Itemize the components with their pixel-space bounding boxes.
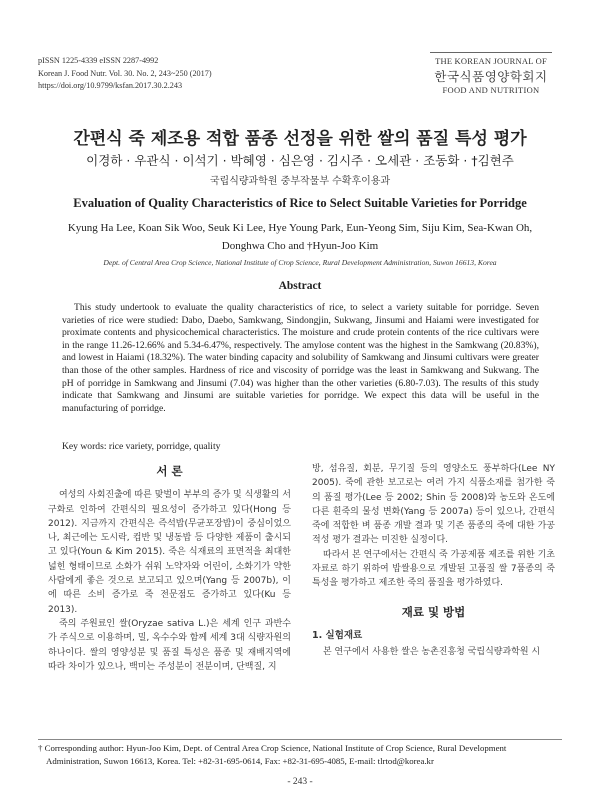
citation-line: Korean J. Food Nutr. Vol. 30. No. 2, 243~250 (2017): [38, 68, 212, 78]
english-authors: Kyung Ha Lee, Koan Sik Woo, Seuk Ki Lee, Hye Young Park, Eun-Yeong Sim, Siju Kim, Sea-Kwan Oh, Donghwa Cho and †Hyun-Joo Kim: [67, 222, 533, 252]
intro-paragraph-3: 방, 섬유질, 회분, 무기질 등의 영양소도 풍부하다(Lee NY 2005). 죽에 관한 보고로는 여러 가지 식품소재를 첨가한 죽의 품질 평가(Lee 등 2002; Shin 등 2008)와 농도와 온도에 다른 흰죽의 물성 변화(Yang 등 2007a) 등이 있으나, 간편식 죽에 적합한 벼 품종 개발 결과 및 기존 품종의 죽에 대한 가공적성 평가 결과는 미진한 실정이다.: [312, 464, 555, 546]
intro-paragraph-2: 죽의 주원료인 쌀(Oryzae sativa L.)은 세계 인구 과반수가 주식으로 이용하며, 밀, 옥수수와 함께 세계 3대 식량자원의 하나이다. 쌀의 영양성분 및 품질 특성은 품종 및 재배지역에 따라 차이가 있으나, 백미는 주성분이 전분이며, 단백질, 지: [48, 618, 291, 672]
journal-name-bottom: FOOD AND NUTRITION: [442, 85, 540, 95]
abstract-heading: Abstract: [278, 280, 322, 292]
corresponding-author-footnote: [38, 742, 562, 768]
materials-paragraph: 본 연구에서 사용한 쌀은 농촌진흥청 국립식량과학원 시: [323, 647, 541, 658]
intro-paragraph-4: 따라서 본 연구에서는 간편식 죽 가공제품 제조를 위한 기초자료로 하기 위하여 밥쌀용으로 개발된 고품질 쌀 7품종의 죽 특성을 평가하고 제조한 죽의 품질을 평가하였다.: [312, 549, 555, 589]
issn-line: pISSN 1225-4339 eISSN 2287-4992: [38, 56, 159, 65]
footnote-divider: [38, 739, 562, 740]
page-number: - 243 -: [287, 777, 313, 787]
journal-logo: [430, 52, 552, 95]
footnote-line-1: † Corresponding author: Hyun-Joo Kim, Dept. of Central Area Crop Science, National Institute of Crop Science, Rural Development: [38, 743, 507, 753]
korean-title: 간편식 죽 제조용 적합 품종 선정을 위한 쌀의 품질 특성 평가: [73, 129, 527, 149]
abstract-text: This study undertook to evaluate the quality characteristics of rice, to select a variety suitable for porridge. Seven varieties of rice were studied: Dabo, Daebo, Samkwang, Sindongjin, Sukwang, Jinsumi and Haiami were investigated for proximate contents and physicochemical characteristics. The moisture and crude protein contents of the rice cultivars were in the range 11.26-12.66% and 5.34-6.47%, respectively. The amylose content was the highest in the Samkwang (20.83%), and lowest in Haiami (18.32%). The water binding capacity and solubility of Samkwang and Jinsumi cultivars were greater than those of the other samples. Hardness of rice and viscosity of porridge was the least in Samkwang and Sukwang. The pH of porridge in Samkwang and Jinsumi (7.04) was higher than the other varieties (6.80-7.03). The results of this study indicate that Samkwang and Jinsumi are suitable varieties for porridge. We expect this data will be useful in the manufacturing of porridge.: [62, 302, 539, 414]
keywords: Key words: rice variety, porridge, quality: [62, 441, 221, 452]
footnote-line-2: Administration, Suwon 16613, Korea. Tel: +82-31-695-0614, Fax: +82-31-695-4085, E-mail: tlrtod@korea.kr: [46, 756, 434, 766]
doi-link[interactable]: https://doi.org/10.9799/ksfan.2017.30.2.243: [38, 81, 183, 90]
right-column: [312, 462, 555, 660]
journal-name-korean: 한국식품영양학회지: [434, 69, 548, 84]
english-affiliation: Dept. of Central Area Crop Science, National Institute of Crop Science, Rural Development Administration, Suwon 16613, Korea: [103, 258, 497, 267]
korean-authors: 이경하 · 우관식 · 이석기 · 박혜영 · 심은영 · 김시주 · 오세관 · 조동화 · †김현주: [86, 153, 514, 168]
journal-citation-block: [38, 55, 212, 93]
english-title: Evaluation of Quality Characteristics of Rice to Select Suitable Varieties for Porridge: [73, 196, 527, 210]
methods-heading: 재료 및 방법: [401, 604, 466, 619]
intro-paragraph-1: 여성의 사회진출에 따른 맞벌이 부부의 증가 및 식생활의 서구화로 인하여 간편식의 필요성이 증가하고 있다(Hong 등 2012). 지금까지 간편식은 즉석밥(무균포장밥)이 중심이었으나, 최근에는 도시락, 컵반 및 냉동밥 등 다양한 제품이 출시되고 있다(Youn & Kim 2015). 죽은 식재료의 표면적을 최대한 넓힌 형태이므로 소화가 쉬워 노약자와 어린이, 소화기가 약한 사람에게 좋은 것으로 보고되고 있으며(Yang 등 2007b), 이에 따른 소비 증가로 죽 전문점도 증가하고 있다(Ku 등 2013).: [48, 490, 291, 615]
korean-affiliation: 국립식량과학원 중부작물부 수확후이용과: [209, 176, 391, 187]
journal-name-top: THE KOREAN JOURNAL OF: [430, 52, 552, 66]
left-column: [48, 462, 291, 674]
intro-heading: 서 론: [156, 464, 183, 478]
materials-subheading: 1. 실험재료: [312, 629, 363, 641]
